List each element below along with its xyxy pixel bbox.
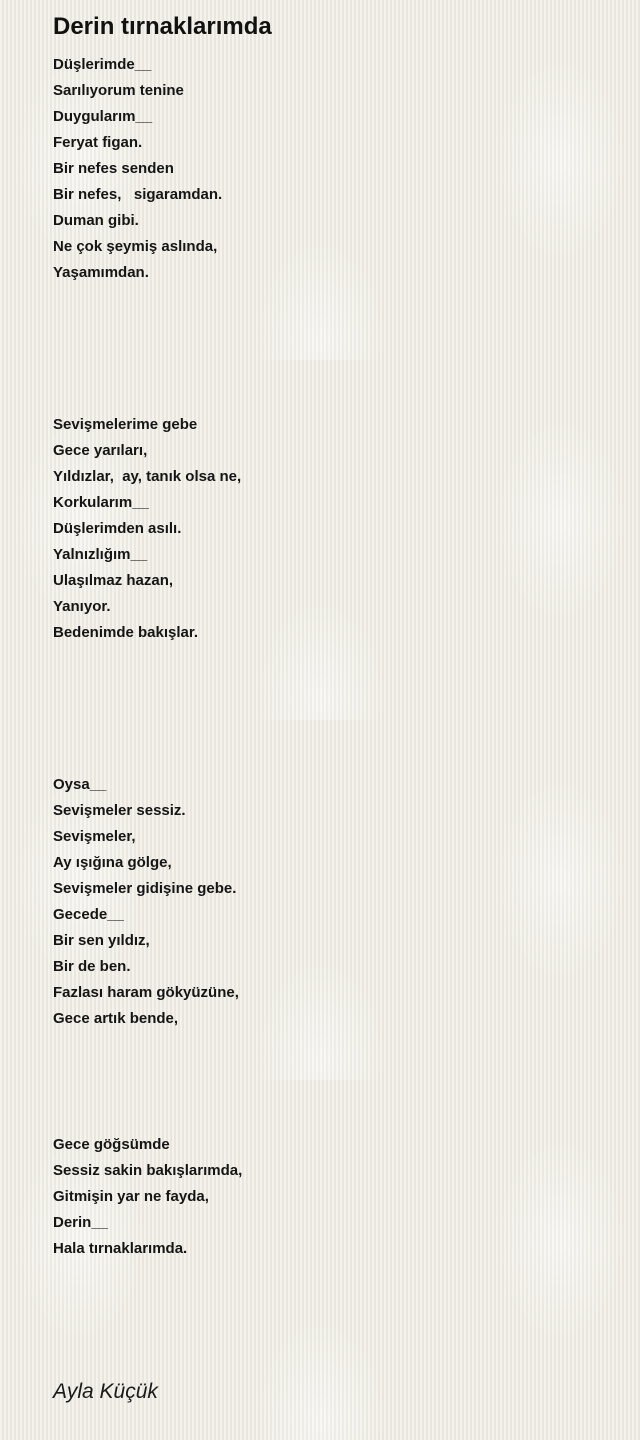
- poem-line: Sevişmeler,: [53, 828, 136, 845]
- poem-line: Yaşamımdan.: [53, 264, 149, 281]
- poem-line: Yalnızlığım__: [53, 546, 148, 563]
- poem-line: Korkularım__: [53, 494, 149, 511]
- poem-line: Derin__: [53, 1214, 109, 1231]
- poem-line: Düşlerimde__: [53, 56, 152, 73]
- stanza: [53, 52, 222, 286]
- poem-line: Gece artık bende,: [53, 1010, 179, 1027]
- stanza: [53, 772, 239, 1032]
- poem-line: Gece yarıları,: [53, 442, 148, 459]
- stanza: [53, 412, 241, 646]
- poem-line: Duman gibi.: [53, 212, 139, 229]
- poem-line: Fazlası haram gökyüzüne,: [53, 984, 239, 1001]
- poem-line: Bir nefes senden: [53, 160, 174, 177]
- poem-line: Ay ışığına gölge,: [53, 854, 172, 871]
- poem-author: Ayla Küçük: [53, 1380, 158, 1403]
- poem-line: Bir sen yıldız,: [53, 932, 150, 949]
- poem-line: Sevişmeler sessiz.: [53, 802, 186, 819]
- poem-line: Sevişmeler gidişine gebe.: [53, 880, 237, 897]
- poem-line: Sessiz sakin bakışlarımda,: [53, 1162, 243, 1179]
- poem-line: Sarılıyorum tenine: [53, 82, 184, 99]
- poem-line: Sevişmelerime gebe: [53, 416, 198, 433]
- poem-line: Yıldızlar, ay, tanık olsa ne,: [53, 468, 242, 485]
- poem-line: Hala tırnaklarımda.: [53, 1240, 188, 1257]
- poem-line: Ne çok şeymiş aslında,: [53, 238, 218, 255]
- poem-title: Derin tırnaklarımda: [53, 13, 272, 40]
- poem-line: Bir de ben.: [53, 958, 131, 975]
- poem-line: Oysa__: [53, 776, 107, 793]
- poem-line: Duygularım__: [53, 108, 153, 125]
- poem-line: Bir nefes, sigaramdan.: [53, 186, 223, 203]
- poem-line: Gitmişin yar ne fayda,: [53, 1188, 209, 1205]
- poem-line: Düşlerimden asılı.: [53, 520, 182, 537]
- poem-line: Bedenimde bakışlar.: [53, 624, 199, 641]
- poem-line: Feryat figan.: [53, 134, 143, 151]
- stanza: [53, 1132, 242, 1262]
- poem-line: Gece göğsümde: [53, 1136, 170, 1153]
- poem-line: Gecede__: [53, 906, 124, 923]
- poem-line: Yanıyor.: [53, 598, 111, 615]
- poem-line: Ulaşılmaz hazan,: [53, 572, 174, 589]
